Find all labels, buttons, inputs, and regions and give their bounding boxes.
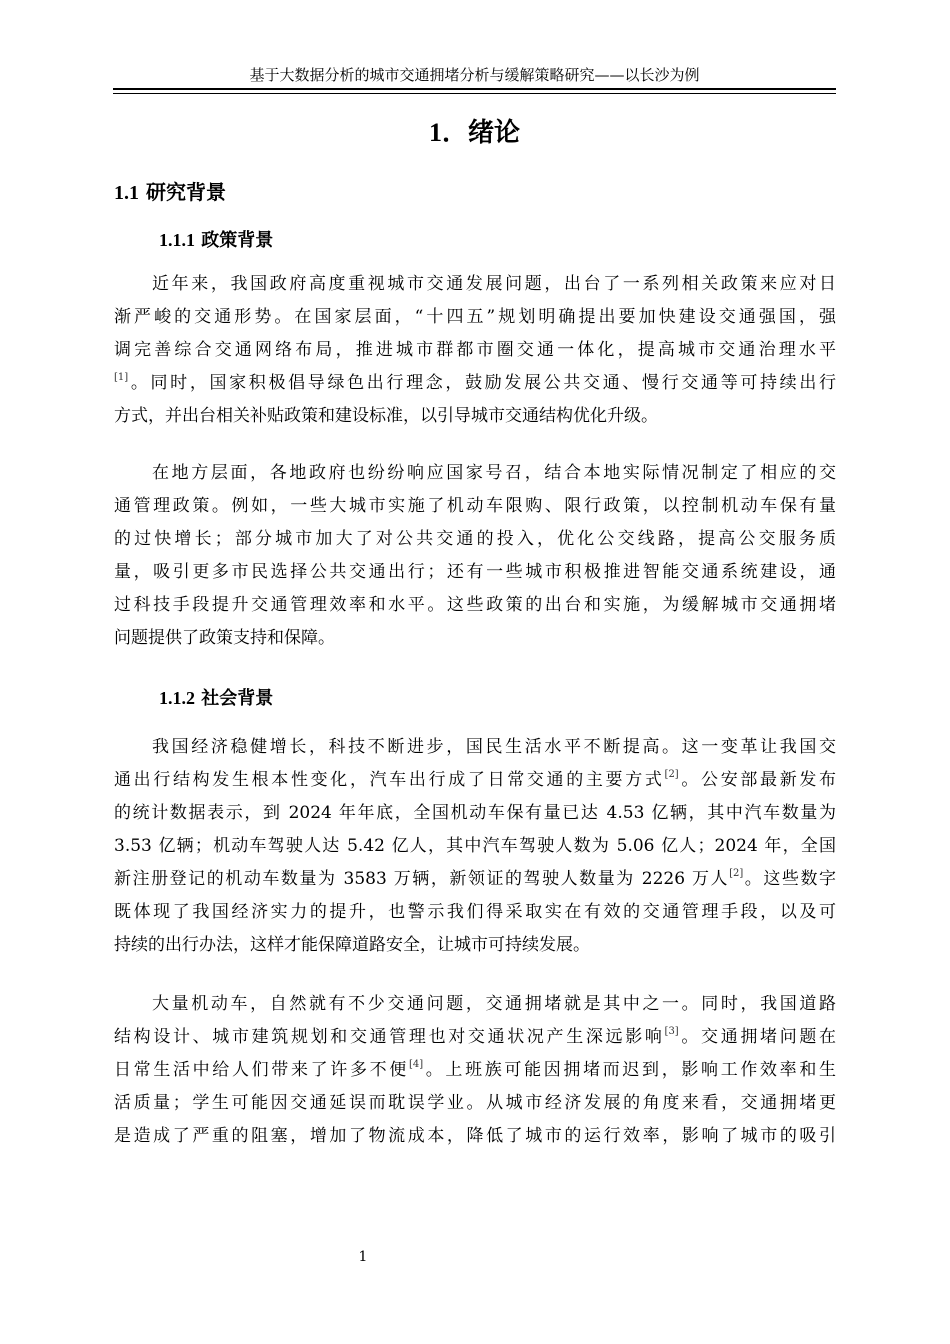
citation: [2] xyxy=(729,868,744,879)
paragraph-congestion-impact xyxy=(114,988,836,1153)
text-line: 通管理政策。例如，一些大城市实施了机动车限购、限行政策，以控制机动车保有量 xyxy=(114,496,836,516)
text-line xyxy=(114,367,836,400)
text-line: 过科技手段提升交通管理效率和水平。这些政策的出台和实施，为缓解城市交通拥堵 xyxy=(114,595,836,615)
text-span: 通出行结构发生根本性变化，汽车出行成了日常交通的主要方式 xyxy=(114,770,665,790)
text-line: 活质量；学生可能因交通延误而耽误学业。从城市经济发展的角度来看，交通拥堵更 xyxy=(114,1093,836,1113)
text-line: 是造成了严重的阻塞，增加了物流成本，降低了城市的运行效率，影响了城市的吸引 xyxy=(114,1126,836,1146)
text-span: 。交通拥堵问题在 xyxy=(678,1027,837,1047)
header-rule-thick xyxy=(113,88,836,90)
subsection-title: 社会背景 xyxy=(201,688,274,709)
text-span: 。公安部最新发布 xyxy=(678,770,837,790)
text-span: 日常生活中给人们带来了许多不便 xyxy=(114,1060,409,1080)
text-line xyxy=(114,863,836,896)
text-line: 渐严峻的交通形势。在国家层面，“十四五”规划明确提出要加快建设交通强国，强 xyxy=(114,307,836,327)
header-rule-thin xyxy=(113,93,836,94)
text-line: 量，吸引更多市民选择公共交通出行；还有一些城市积极推进智能交通系统建设，通 xyxy=(114,562,836,582)
paragraph-social-background xyxy=(114,731,836,962)
section-number: 1.1 xyxy=(114,182,139,204)
text-line: 调完善综合交通网络布局，推进城市群都市圈交通一体化，提高城市交通治理水平 xyxy=(114,340,836,360)
text-line: 大量机动车，自然就有不少交通问题，交通拥堵就是其中之一。同时，我国道路 xyxy=(152,994,836,1014)
paragraph-policy-national xyxy=(114,268,836,433)
citation: [2] xyxy=(664,769,679,780)
text-span: 结构设计、城市建筑规划和交通管理也对交通状况产生深远影响 xyxy=(114,1027,665,1047)
text-span: 。同时，国家积极倡导绿色出行理念，鼓励发展公共交通、慢行交通等可持续出行 xyxy=(128,373,836,393)
chapter-title-text: 绪论 xyxy=(468,118,521,148)
text-line xyxy=(114,1054,836,1087)
text-line: 方式，并出台相关补贴政策和建设标准，以引导城市交通结构优化升级。 xyxy=(114,406,658,426)
page-number: 1 xyxy=(358,1249,368,1265)
text-line xyxy=(114,1021,836,1054)
section-heading-1-1 xyxy=(114,177,226,208)
citation: [4] xyxy=(408,1059,424,1070)
subsection-number: 1.1.1 xyxy=(159,230,195,250)
text-span: 。上班族可能因拥堵而迟到，影响工作效率和生 xyxy=(423,1060,837,1080)
chapter-number: 1． xyxy=(428,118,468,147)
text-line: 在地方层面，各地政府也纷纷响应国家号召，结合本地实际情况制定了相应的交 xyxy=(152,463,836,483)
citation: [1] xyxy=(114,372,129,383)
citation: [3] xyxy=(664,1026,679,1037)
subsection-heading-1-1-2 xyxy=(159,684,273,713)
subsection-heading-1-1-1 xyxy=(159,226,273,255)
text-line: 问题提供了政策支持和保障。 xyxy=(114,628,335,648)
text-line: 近年来，我国政府高度重视城市交通发展问题，出台了一系列相关政策来应对日 xyxy=(152,274,836,294)
text-line: 3.53 亿辆；机动车驾驶人达 5.42 亿人，其中汽车驾驶人数为 5.06 亿人；2024 年，全国 xyxy=(114,836,836,856)
paragraph-policy-local xyxy=(114,457,836,655)
chapter-title xyxy=(113,115,836,151)
subsection-number: 1.1.2 xyxy=(159,688,195,708)
text-line: 的过快增长；部分城市加大了对公共交通的投入，优化公交线路，提高公交服务质 xyxy=(114,529,836,549)
section-title: 研究背景 xyxy=(145,180,226,204)
text-line: 既体现了我国经济实力的提升，也警示我们得采取实在有效的交通管理手段，以及可 xyxy=(114,902,836,922)
text-line: 持续的出行办法，这样才能保障道路安全，让城市可持续发展。 xyxy=(114,935,590,955)
text-line: 我国经济稳健增长，科技不断进步，国民生活水平不断提高。这一变革让我国交 xyxy=(152,737,836,757)
text-line: 的统计数据表示，到 2024 年年底，全国机动车保有量已达 4.53 亿辆，其中汽车数量为 xyxy=(114,803,836,823)
subsection-title: 政策背景 xyxy=(201,230,274,251)
text-line xyxy=(114,764,836,797)
running-header: 基于大数据分析的城市交通拥堵分析与缓解策略研究——以长沙为例 xyxy=(249,66,700,84)
text-span: 新注册登记的机动车数量为 3583 万辆，新领证的驾驶人数量为 2226 万人 xyxy=(114,869,730,889)
text-span: 。这些数字 xyxy=(743,869,836,889)
